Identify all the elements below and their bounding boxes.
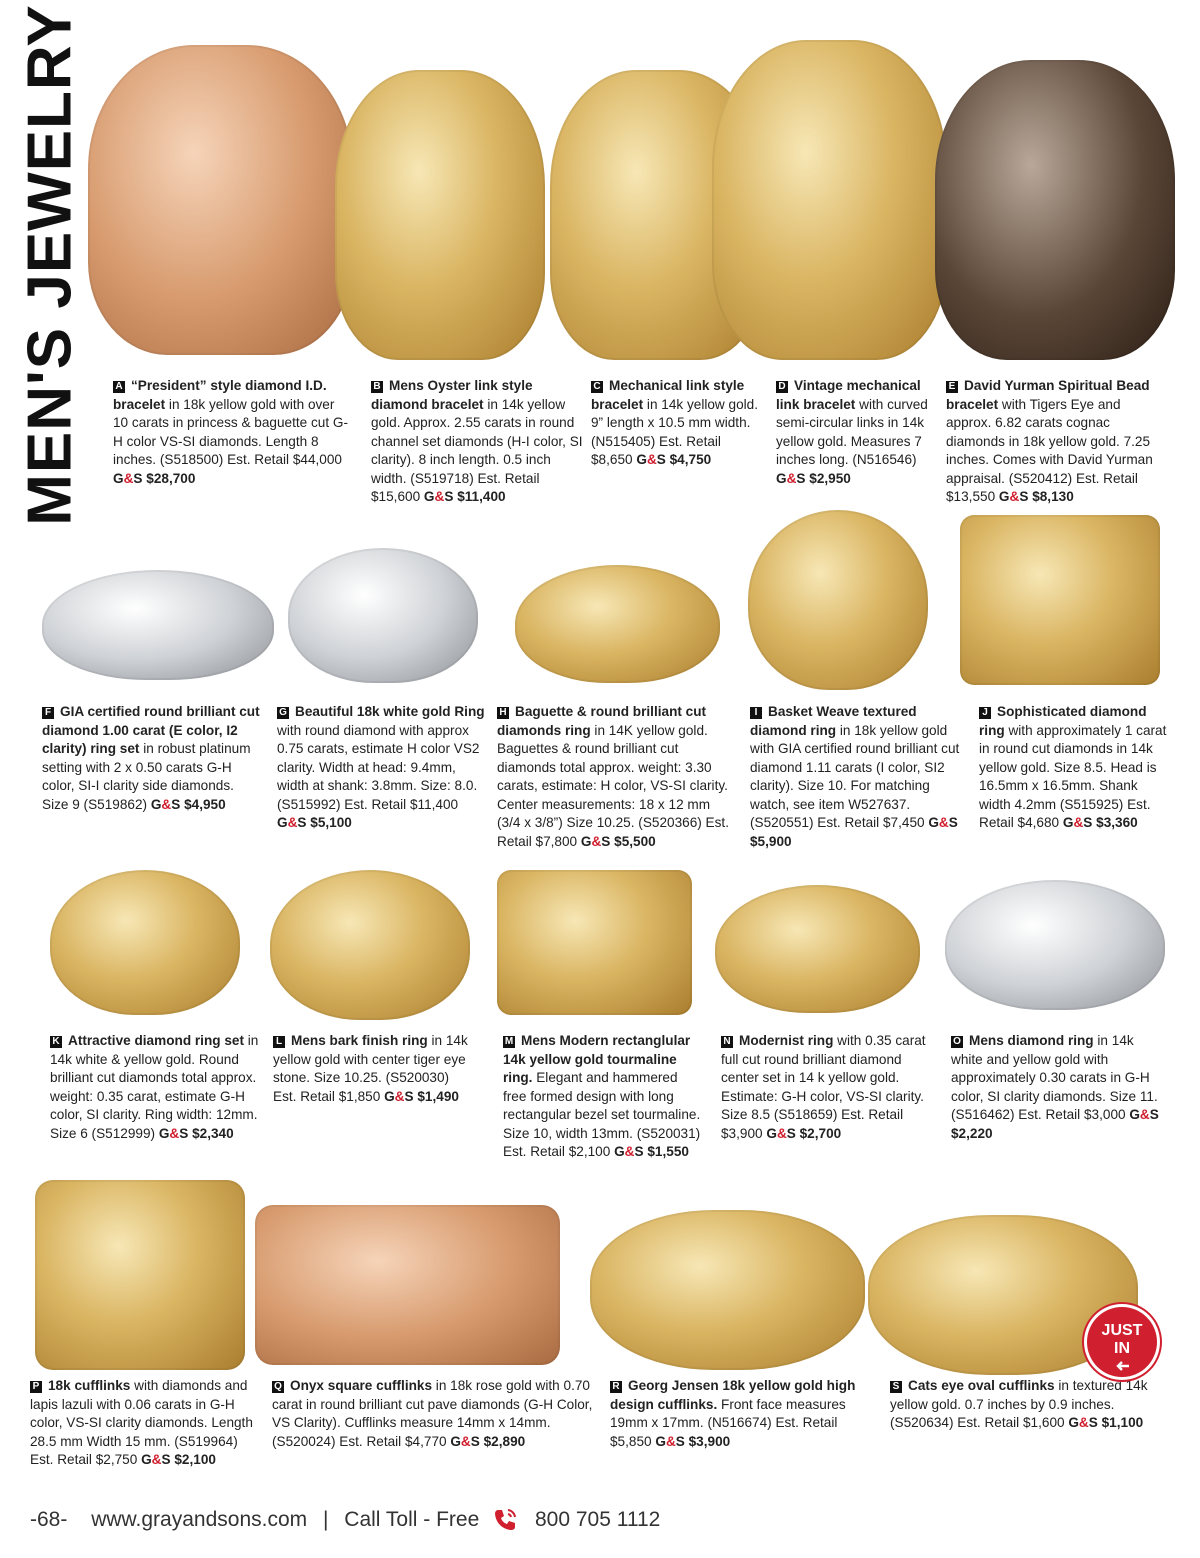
- item-body: with diamonds and lapis lazuli with 0.06 carats in G-H color, VS-SI clarity diamonds. Length 28.5 mm Width 15 mm. (S519964) Est. Retail $2,750: [30, 1378, 253, 1467]
- gs-price-label: G&S $8,130: [998, 489, 1074, 504]
- item-body: in 14k white & yellow gold. Round brilliant cut diamonds total approx. weight: 0.35 carat, estimate G-H color, SI clarity. Ring width: 12mm. Size 6 (S512999): [50, 1033, 259, 1141]
- page-number: -68-: [30, 1508, 68, 1531]
- item-price: $2,700: [799, 1125, 842, 1141]
- ring-f-image: [42, 570, 274, 680]
- item-i-description: [750, 703, 965, 851]
- item-p-description: [30, 1377, 262, 1470]
- item-body: with Tigers Eye and approx. 6.82 carats cognac diamonds in 18k yellow gold. 7.25 inches. Comes with David Yurman appraisal. (S520412) Est. Retail $13,550: [946, 396, 1153, 504]
- bracelet-a-image: [88, 45, 353, 355]
- gs-price-label: G&S $2,890: [450, 1433, 526, 1449]
- item-body: in 14k white and yellow gold with approximately 0.30 carats in G-H color, SI clarity diamonds. Size 11. (S516462) Est. Retail $3,000: [951, 1033, 1158, 1122]
- item-body: in 18k yellow gold with over 10 carats in princess & baguette cut G-H color VS-SI diamonds. Length 8 inches. (S518500) Est. Retail $44,000: [113, 396, 348, 467]
- ring-n-image: [715, 885, 920, 1013]
- item-letter: B: [371, 381, 383, 393]
- item-letter: S: [890, 1381, 902, 1393]
- item-title: Attractive diamond ring set: [68, 1033, 244, 1048]
- item-letter: A: [113, 381, 125, 393]
- gs-price-label: G&S $5,500: [580, 833, 656, 849]
- gs-price-label: G&S $1,490: [384, 1088, 459, 1104]
- gs-price-label: G&S $11,400: [423, 489, 506, 504]
- item-price: $5,900: [750, 833, 792, 849]
- item-k-description: [50, 1032, 265, 1143]
- item-title: Mens Oyster link style diamond bracelet: [371, 378, 533, 412]
- section-title-text: MEN'S JEWELRY: [15, 4, 85, 526]
- item-letter: I: [750, 707, 762, 719]
- item-price: $2,340: [192, 1125, 234, 1141]
- item-price: $2,950: [809, 470, 851, 486]
- bracelet-b-image: [335, 70, 545, 360]
- item-title: Basket Weave textured diamond ring: [750, 704, 917, 738]
- item-price: $11,400: [457, 489, 506, 504]
- item-h-description: [497, 703, 737, 851]
- item-letter: D: [776, 381, 788, 393]
- ring-m-image: [497, 870, 692, 1015]
- item-price: $8,130: [1032, 489, 1074, 504]
- item-title: Baguette & round brilliant cut diamonds ring: [497, 704, 707, 738]
- gs-price-label: G&S $2,950: [776, 470, 851, 486]
- item-m-description: [503, 1032, 703, 1162]
- item-s-description: [890, 1377, 1150, 1433]
- badge-line1: JUST: [1101, 1322, 1143, 1339]
- item-title: Sophisticated diamond ring: [979, 704, 1147, 738]
- cufflinks-q-image: [255, 1205, 560, 1365]
- item-price: $4,950: [184, 796, 226, 812]
- item-letter: Q: [272, 1381, 284, 1393]
- item-letter: O: [951, 1036, 963, 1048]
- item-title: Cats eye oval cufflinks: [908, 1378, 1055, 1393]
- item-title: 18k cufflinks: [48, 1378, 131, 1393]
- item-title: GIA certified round brilliant cut diamond 1.00 carat (E color, I2 clarity) ring set: [42, 704, 260, 756]
- item-title: Vintage mechanical link bracelet: [776, 378, 921, 412]
- item-price: $1,100: [1101, 1415, 1144, 1430]
- item-body: in textured 14k yellow gold. 0.7 inches by 0.9 inches. (S520634) Est. Retail $1,600: [890, 1378, 1148, 1430]
- item-letter: N: [721, 1036, 733, 1048]
- item-body: in 14k yellow gold with center tiger eye stone. Size 10.25. (S520030) Est. Retail $1,850: [273, 1033, 468, 1104]
- badge-line2-wrap: [1087, 1340, 1157, 1376]
- item-letter: K: [50, 1036, 62, 1048]
- arrow-left-icon: [1116, 1360, 1130, 1372]
- bracelet-d-image: [712, 40, 947, 360]
- gs-price-label: G&S $1,550: [614, 1144, 689, 1159]
- item-r-description: [610, 1377, 880, 1451]
- item-title: Mens diamond ring: [969, 1033, 1094, 1048]
- item-letter: F: [42, 707, 54, 719]
- item-title: “President” style diamond I.D. bracelet: [113, 378, 327, 412]
- page-footer: [30, 1506, 660, 1536]
- phone-icon: [491, 1506, 519, 1534]
- ring-h-image: [515, 565, 720, 683]
- item-body: with curved semi-circular links in 14k yellow gold. Measures 7 inches long. (N516546): [776, 396, 928, 467]
- call-label: Call Toll - Free: [344, 1508, 480, 1531]
- cufflinks-p-image: [35, 1180, 245, 1370]
- gs-price-label: G&S $4,750: [636, 452, 712, 467]
- item-body: in 18k rose gold with 0.70 carat in round brilliant cut pave diamonds (G-H Color, VS Clarity). Cufflinks measure 14mm x 14mm. (S520024) Est. Retail $4,770: [272, 1378, 593, 1449]
- ring-l-image: [270, 870, 470, 1020]
- item-e-description: [946, 377, 1168, 507]
- item-letter: J: [979, 707, 991, 719]
- badge-line2: IN: [1114, 1340, 1130, 1357]
- gs-price-label: G&S $1,100: [1068, 1415, 1144, 1430]
- item-letter: M: [504, 1036, 514, 1047]
- item-price: $1,550: [647, 1144, 689, 1159]
- item-letter: P: [30, 1381, 42, 1393]
- website-link[interactable]: www.grayandsons.com: [91, 1508, 308, 1531]
- just-in-badge: [1087, 1307, 1157, 1377]
- ring-i-image: [748, 510, 928, 690]
- item-d-description: [776, 377, 936, 488]
- section-title: [10, 4, 90, 526]
- gs-price-label: G&S $5,100: [277, 815, 352, 830]
- ring-g-image: [288, 548, 478, 683]
- item-price: $4,750: [669, 452, 712, 467]
- item-body: in 14k yellow gold. Approx. 2.55 carats in round channel set diamonds (H-I color, SI clarity). 8 inch length. 0.5 inch width. (S519718) Est. Retail $15,600: [371, 396, 583, 504]
- item-body: in 14K yellow gold. Baguettes & round brilliant cut diamonds total approx. weight: 3.30 carats, estimate: H color, VS-SI clarity. Center measurements: 18 x 12 mm (3/4 x 3/8”) Size 10.25. (S520366) Est. Retail $7,800: [497, 722, 729, 849]
- item-price: $2,100: [174, 1452, 216, 1467]
- ring-j-image: [960, 515, 1160, 685]
- item-q-description: [272, 1377, 597, 1451]
- item-c-description: [591, 377, 766, 470]
- gs-price-label: G&S $2,220: [951, 1107, 1159, 1141]
- item-price: $2,220: [951, 1125, 993, 1141]
- item-title: Mens bark finish ring: [291, 1033, 428, 1048]
- bracelet-e-image: [935, 60, 1175, 360]
- phone-number[interactable]: 800 705 1112: [534, 1508, 661, 1531]
- item-body: in robust platinum setting with 2 x 0.50 carats G-H color, SI-I clarity side diamonds. Size 9 (S519862): [42, 741, 251, 812]
- gs-price-label: G&S $2,700: [766, 1125, 842, 1141]
- item-price: $1,490: [417, 1088, 459, 1104]
- ring-k-image: [50, 870, 240, 1015]
- gs-price-label: G&S $3,360: [1062, 815, 1138, 830]
- item-title: Beautiful 18k white gold Ring: [295, 704, 485, 719]
- item-body: with round diamond with approx 0.75 carats, estimate H color VS2 clarity. Width at head: 9.4mm, width at shank: 3.8mm. Size: 8.0. (S515992) Est. Retail $11,400: [277, 722, 480, 812]
- item-title: Modernist ring: [739, 1033, 834, 1048]
- item-letter: H: [497, 707, 509, 719]
- item-b-description: [371, 377, 586, 507]
- gs-price-label: G&S $3,900: [655, 1433, 731, 1449]
- item-title: Mechanical link style bracelet: [591, 378, 745, 412]
- item-price: $3,360: [1096, 815, 1138, 830]
- ring-o-image: [945, 880, 1165, 1010]
- gs-price-label: G&S $28,700: [113, 470, 196, 486]
- item-price: $28,700: [146, 470, 196, 486]
- gs-price-label: G&S $5,900: [750, 815, 958, 849]
- gs-price-label: G&S $4,950: [150, 796, 226, 812]
- item-title: Georg Jensen 18k yellow gold high design cufflinks.: [610, 1378, 856, 1412]
- item-body: in 14k yellow gold. 9” length x 10.5 mm width. (N515405) Est. Retail $8,650: [591, 396, 758, 467]
- item-letter: R: [610, 1381, 622, 1393]
- cufflinks-r-image: [590, 1210, 865, 1370]
- item-l-description: [273, 1032, 473, 1106]
- item-title: David Yurman Spiritual Bead bracelet: [946, 378, 1150, 412]
- item-o-description: [951, 1032, 1161, 1143]
- item-letter: E: [946, 381, 958, 393]
- item-price: $5,500: [614, 833, 656, 849]
- item-letter: C: [591, 381, 603, 393]
- item-title: Mens Modern rectanglular 14k yellow gold tourmaline ring.: [503, 1033, 691, 1085]
- item-letter: L: [273, 1036, 285, 1048]
- item-body: with 0.35 carat full cut round brilliant diamond center set in 14 k yellow gold. Estimate: G-H color, VS-SI clarity. Size 8.5 (S518659) Est. Retail $3,900: [721, 1033, 926, 1141]
- item-title: Onyx square cufflinks: [290, 1378, 433, 1393]
- item-body: with approximately 1 carat in round cut diamonds in 14k yellow gold. Size 8.5. Head is 16.5mm x 16.5mm. Shank width 4.2mm (S515925) Est. Retail $4,680: [979, 722, 1167, 830]
- item-body: in 18k yellow gold with GIA certified round brilliant cut diamond 1.11 carats (I color, SI2 clarity). Size 10. For matching watch, see item W527637. (S520551) Est. Retail $7,450: [750, 722, 960, 830]
- item-n-description: [721, 1032, 933, 1143]
- item-body: Elegant and hammered free formed design with long rectangular bezel set tourmaline. Size 10, width 13mm. (S520031) Est. Retail $2,100: [503, 1070, 701, 1159]
- item-price: $3,900: [688, 1433, 731, 1449]
- item-j-description: [979, 703, 1169, 833]
- item-letter: G: [277, 707, 289, 719]
- footer-separator: |: [322, 1508, 329, 1531]
- gs-price-label: G&S $2,340: [158, 1125, 234, 1141]
- item-g-description: [277, 703, 487, 833]
- item-f-description: [42, 703, 264, 814]
- gs-price-label: G&S $2,100: [141, 1452, 216, 1467]
- item-price: $2,890: [483, 1433, 526, 1449]
- item-a-description: [113, 377, 353, 488]
- item-body: Front face measures 19mm x 17mm. (N516674) Est. Retail $5,850: [610, 1396, 846, 1449]
- item-price: $5,100: [310, 815, 352, 830]
